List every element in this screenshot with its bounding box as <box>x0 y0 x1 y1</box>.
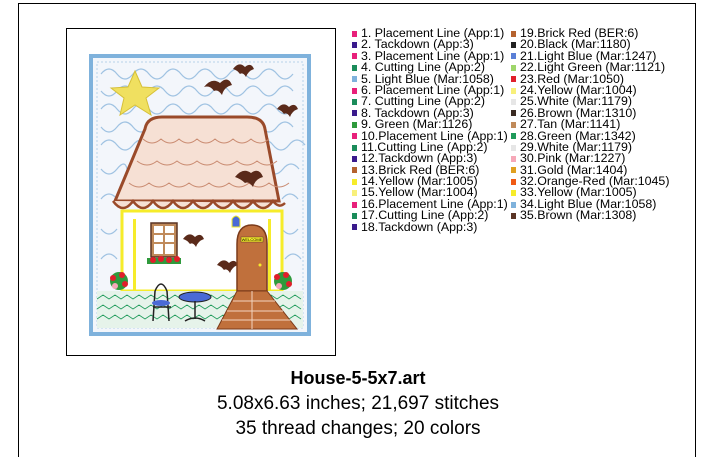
thread-swatch <box>511 31 516 37</box>
thread-label: 3. Placement Line (App:1) <box>361 48 505 63</box>
flower-bush-right <box>274 272 292 290</box>
thread-swatch <box>511 179 516 185</box>
thread-label: 29.White (Mar:1179) <box>520 139 633 154</box>
thread-label: 17.Cutting Line (App:2) <box>361 208 489 223</box>
thread-swatch <box>352 145 357 151</box>
thread-swatch <box>352 99 357 105</box>
thread-label: 28.Green (Mar:1342) <box>520 128 636 143</box>
lantern <box>232 216 240 227</box>
thread-swatch <box>511 99 516 105</box>
thread-swatch <box>511 133 516 139</box>
thread-label: 13.Brick Red (BER:6) <box>361 162 480 177</box>
house-embroidery-preview <box>67 29 337 357</box>
thread-label: 9. Green (Mar:1126) <box>361 117 473 132</box>
thread-label: 22.Light Green (Mar:1121) <box>520 60 666 75</box>
thread-label: 23.Red (Mar:1050) <box>520 71 624 86</box>
thread-label: 1. Placement Line (App:1) <box>361 26 505 40</box>
thread-label: 33.Yellow (Mar:1005) <box>520 185 637 200</box>
thread-swatch <box>511 65 516 71</box>
door <box>237 225 267 291</box>
thread-label: 12.Tackdown (App:3) <box>361 151 478 166</box>
thread-swatch <box>352 167 357 173</box>
thread-label: 2. Tackdown (App:3) <box>361 37 474 52</box>
thread-label: 30.Pink (Mar:1227) <box>520 151 626 166</box>
thread-swatch <box>511 213 516 219</box>
thread-swatch <box>352 65 357 71</box>
design-filename: House-5-5x7.art <box>290 368 426 388</box>
design-sheet <box>18 3 696 457</box>
thread-label: 14.Yellow (Mar:1005) <box>361 174 478 189</box>
thread-swatch <box>511 202 516 208</box>
thread-swatch <box>352 213 357 219</box>
thread-label: 6. Placement Line (App:1) <box>361 82 505 97</box>
thread-label: 5. Light Blue (Mar:1058) <box>361 71 494 86</box>
thread-swatch <box>511 190 516 196</box>
thread-label: 31.Gold (Mar:1404) <box>520 162 628 177</box>
thread-swatch <box>511 156 516 162</box>
thread-swatch <box>511 110 516 116</box>
thread-legend-column-1 <box>352 28 508 233</box>
thread-swatch <box>352 179 357 185</box>
thread-label: 8. Tackdown (App:3) <box>361 105 474 120</box>
flower-bush-left <box>110 272 128 290</box>
thread-label: 11.Cutting Line (App:2) <box>361 139 488 154</box>
thread-item <box>352 219 508 234</box>
design-preview <box>66 28 336 356</box>
thread-label: 27.Tan (Mar:1141) <box>520 117 621 132</box>
thread-swatch <box>511 53 516 59</box>
thread-label: 7. Cutting Line (App:2) <box>361 94 485 109</box>
thread-swatch <box>352 76 357 82</box>
thread-label: 26.Brown (Mar:1310) <box>520 105 637 120</box>
thread-label: 35.Brown (Mar:1308) <box>520 208 637 223</box>
thread-swatch <box>352 122 357 128</box>
thread-swatch <box>352 42 357 48</box>
thread-swatch <box>352 110 357 116</box>
thread-label: 19.Brick Red (BER:6) <box>520 26 639 40</box>
thread-legend-column-2 <box>511 28 669 222</box>
thread-swatch <box>352 224 357 230</box>
design-summary: 35 thread changes; 20 colors <box>235 418 481 439</box>
thread-label: 18.Tackdown (App:3) <box>361 219 478 234</box>
thread-swatch <box>352 88 357 94</box>
thread-swatch <box>511 167 516 173</box>
thread-label: 21.Light Blue (Mar:1247) <box>520 48 657 63</box>
thread-swatch <box>352 202 357 208</box>
thread-swatch <box>511 122 516 128</box>
thread-swatch <box>511 76 516 82</box>
thread-label: 34.Light Blue (Mar:1058) <box>520 196 657 211</box>
thread-label: 25.White (Mar:1179) <box>520 94 633 109</box>
thread-swatch <box>511 145 516 151</box>
thread-swatch <box>352 133 357 139</box>
thread-label: 32.Orange-Red (Mar:1045) <box>520 174 670 189</box>
thread-item <box>511 210 669 221</box>
thread-label: 24.Yellow (Mar:1004) <box>520 82 637 97</box>
thread-label: 20.Black (Mar:1180) <box>520 37 631 52</box>
thread-label: 4. Cutting Line (App:2) <box>361 60 485 75</box>
thread-label: 16.Placement Line (App:1) <box>361 196 508 211</box>
thread-swatch <box>352 190 357 196</box>
thread-swatch <box>511 42 516 48</box>
design-dimensions: 5.08x6.63 inches; 21,697 stitches <box>216 393 500 414</box>
thread-label: 15.Yellow (Mar:1004) <box>361 185 478 200</box>
thread-swatch <box>352 156 357 162</box>
thread-label: 10.Placement Line (App:1) <box>361 128 508 143</box>
thread-swatch <box>511 88 516 94</box>
thread-swatch <box>352 31 357 37</box>
welcome-sign-text: WELCOME <box>241 237 263 242</box>
thread-swatch <box>352 53 357 59</box>
